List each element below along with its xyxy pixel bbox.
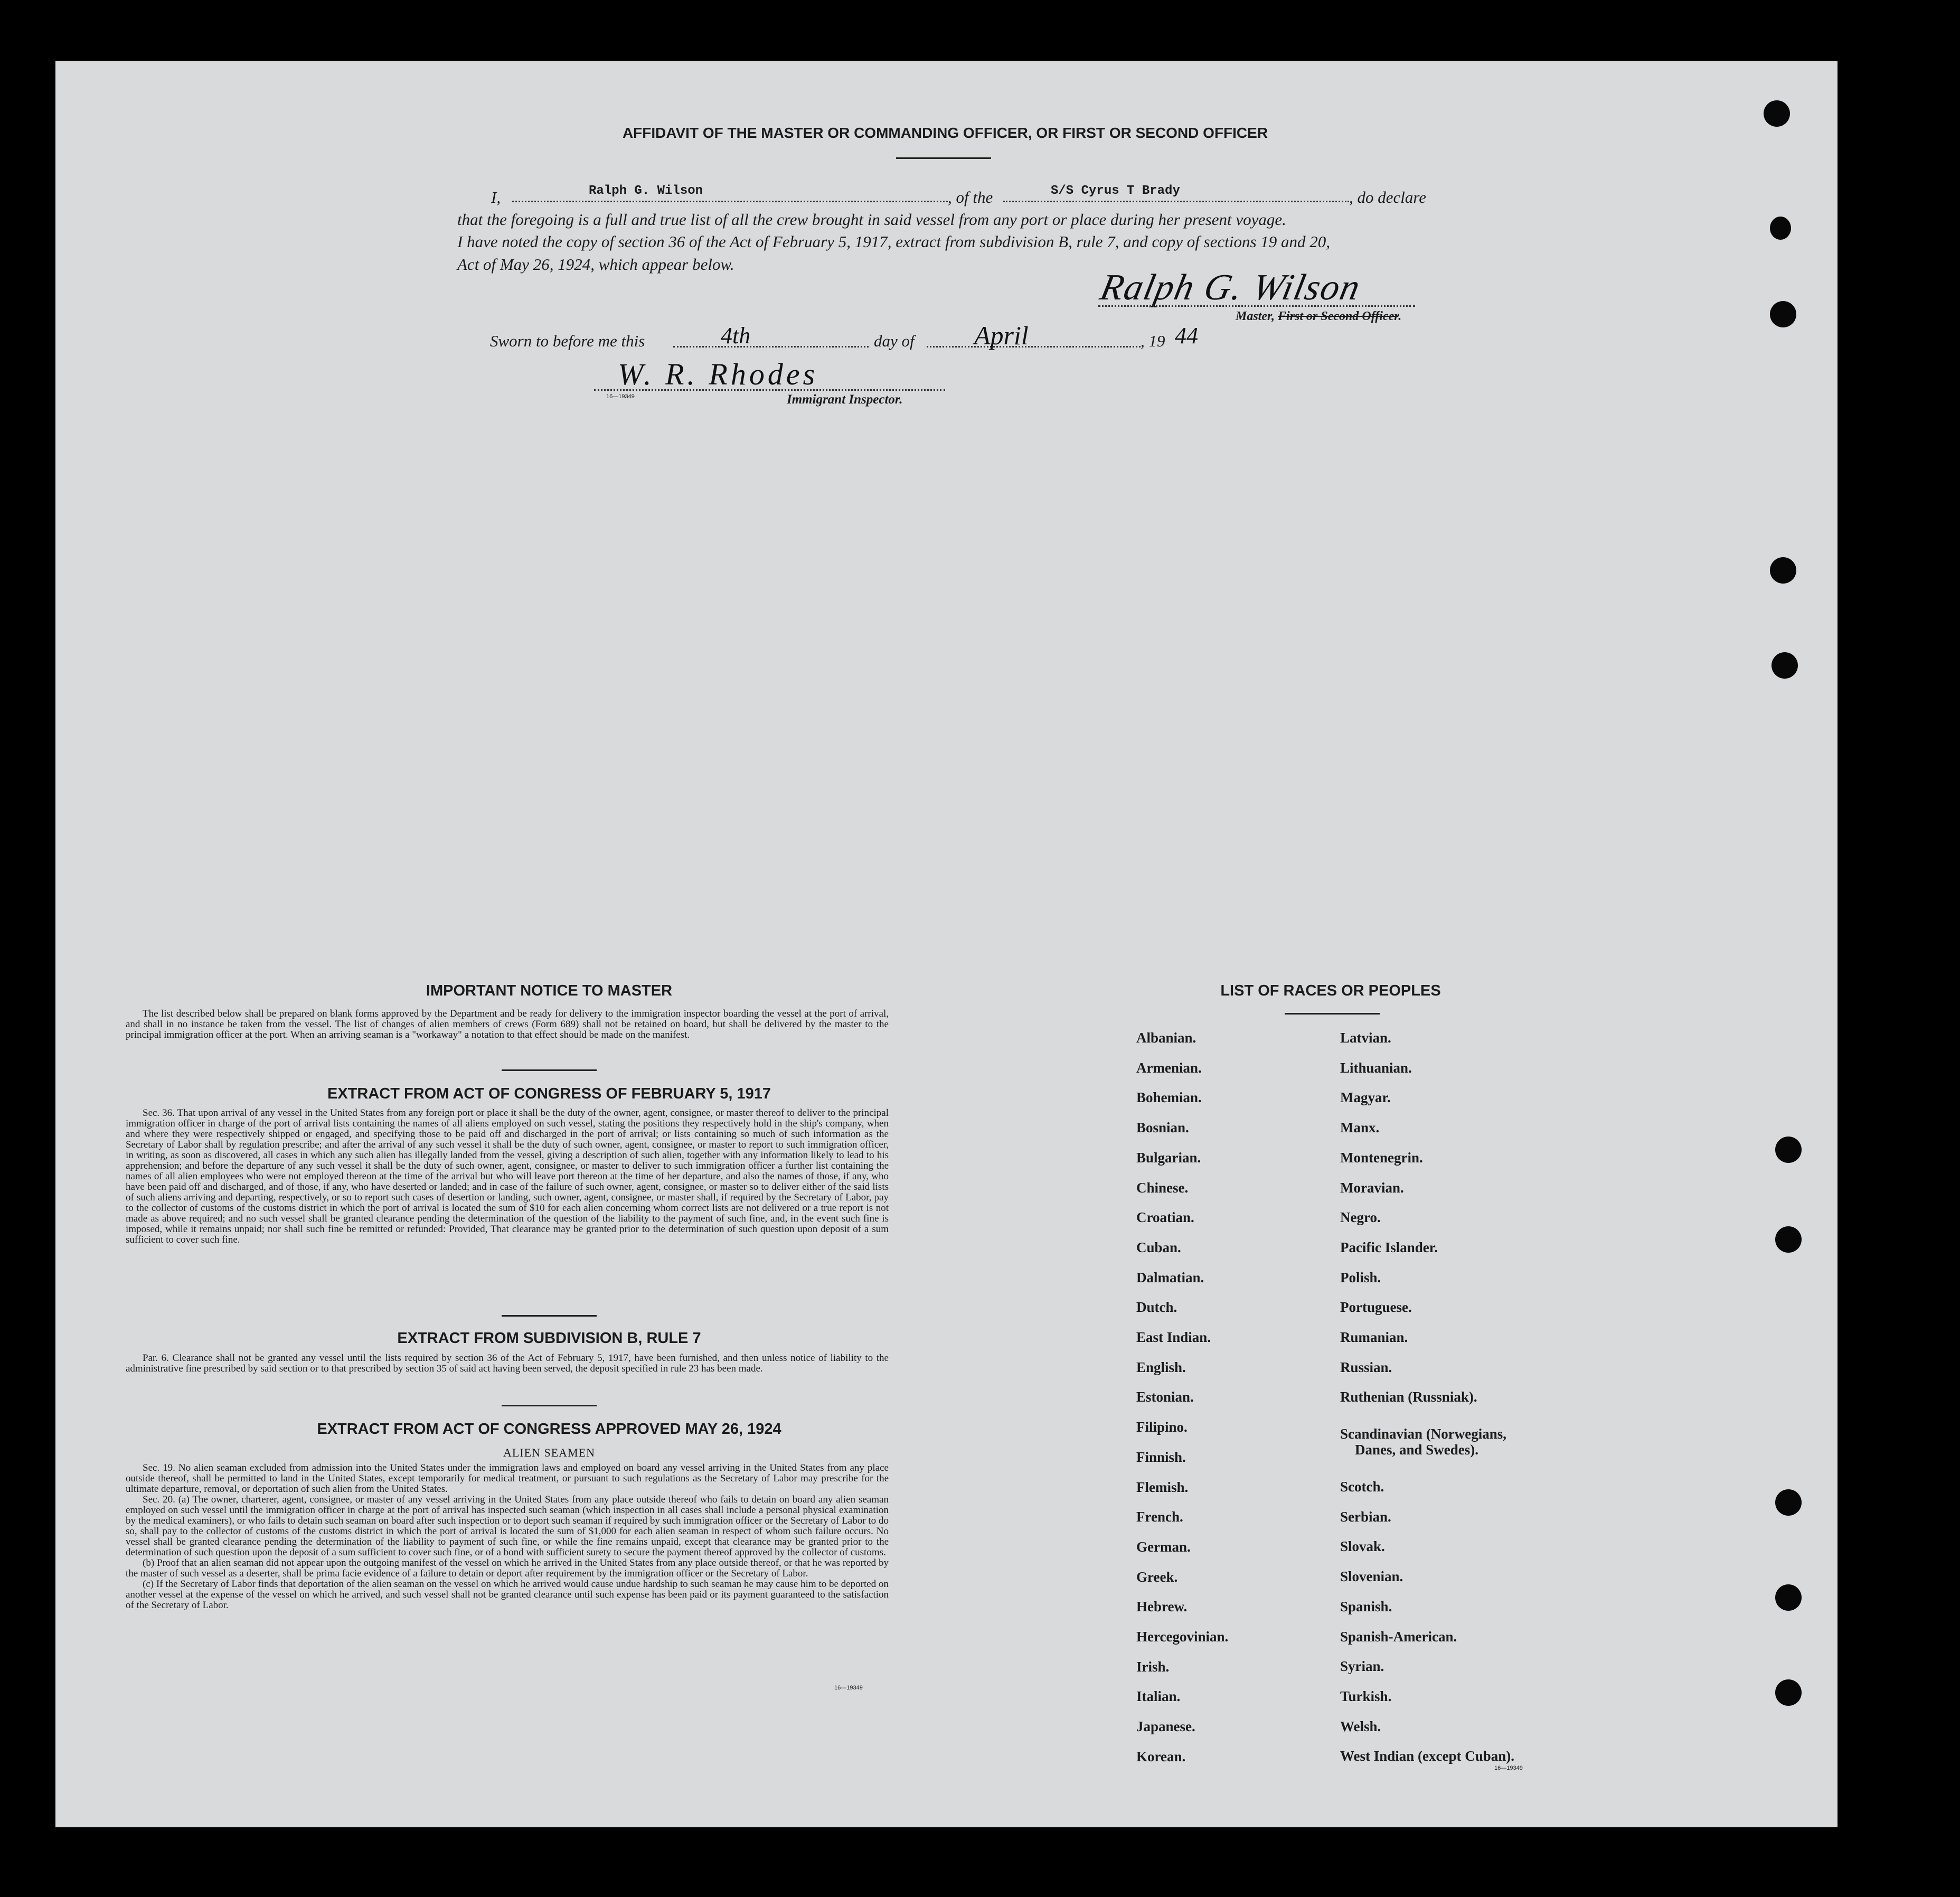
declaration-line-4: Act of May 26, 1924, which appear below. <box>457 255 734 274</box>
punch-hole <box>1771 652 1798 679</box>
punch-hole <box>1764 100 1790 127</box>
declaration-line-3: I have noted the copy of section 36 of the Act of February 5, 1917, extract from subdivision B, rule 7, and copy of sections 19 and 20, <box>457 232 1331 251</box>
vessel-name-line <box>1003 201 1349 202</box>
sworn-day-line <box>673 346 869 348</box>
officer-name-line <box>512 201 948 202</box>
races-form-number: 16—19349 <box>1494 1765 1523 1771</box>
signature-line <box>1098 305 1415 307</box>
race-item: Latvian. <box>1340 1030 1391 1046</box>
sec20b-text: (b) Proof that an alien seaman did not appear upon the outgoing manifest of the vessel on which he arrived in the United States from any place outside thereof, or that he was reported by the master of such vessel as a deserter, shall be prima facie evidence of a failure to detain or deport after requirement by the immigration officer or the Secretary of Labor. <box>126 1557 889 1579</box>
race-item: Hebrew. <box>1136 1599 1188 1615</box>
master-caption-struck: First or Second Officer <box>1278 309 1399 323</box>
extract-1924-subtitle: ALIEN SEAMEN <box>503 1446 595 1459</box>
race-item: Lithuanian. <box>1340 1059 1412 1076</box>
inspector-caption: Immigrant Inspector. <box>787 392 903 407</box>
race-item: English. <box>1136 1359 1186 1375</box>
race-item: Polish. <box>1340 1269 1381 1285</box>
vessel-name: S/S Cyrus T Brady <box>1051 184 1180 198</box>
race-item: West Indian (except Cuban). <box>1340 1748 1515 1764</box>
punch-hole <box>1770 557 1796 584</box>
race-item: Danes, and Swedes). <box>1355 1442 1479 1458</box>
race-item: Portuguese. <box>1340 1299 1412 1316</box>
race-item: Filipino. <box>1136 1419 1188 1435</box>
inspector-line <box>594 389 945 391</box>
race-item: Bulgarian. <box>1136 1149 1201 1166</box>
punch-hole <box>1775 1137 1802 1163</box>
declaration-i: I, <box>491 188 501 206</box>
master-caption <box>1236 309 1401 324</box>
race-item: Spanish. <box>1340 1598 1392 1614</box>
punch-hole <box>1770 301 1796 327</box>
race-item: Greek. <box>1136 1569 1178 1585</box>
race-item: Russian. <box>1340 1359 1392 1375</box>
rule7-text: Par. 6. Clearance shall not be granted any vessel until the lists required by section 36 of the Act of February 5, 1917, have been furnished, and then unless notice of liability to the administrative fine prescribed by said section or to that prescribed by section 35 of said act having been served, the deposit specified in rule 23 has been made. <box>126 1353 889 1374</box>
race-item: Scandinavian (Norwegians, <box>1340 1426 1507 1442</box>
race-item: Syrian. <box>1340 1658 1384 1675</box>
race-item: Moravian. <box>1340 1179 1404 1196</box>
race-item: Chinese. <box>1136 1179 1189 1196</box>
sworn-year-prefix: , 19 <box>1141 332 1165 350</box>
sworn-year: 44 <box>1175 323 1198 349</box>
notice-rule <box>502 1069 597 1071</box>
race-item: Bohemian. <box>1136 1090 1202 1106</box>
sworn-prefix: Sworn to before me this <box>490 332 645 350</box>
race-item: Manx. <box>1340 1120 1380 1136</box>
race-item: Flemish. <box>1136 1479 1189 1495</box>
race-item: Korean. <box>1136 1748 1186 1764</box>
declaration-of: , of the <box>948 188 993 206</box>
race-item: Pacific Islander. <box>1340 1239 1438 1255</box>
race-item: Ruthenian (Russniak). <box>1340 1389 1477 1405</box>
officer-name: Ralph G. Wilson <box>589 184 703 198</box>
race-item: Cuban. <box>1136 1239 1181 1255</box>
extract-1917-rule <box>502 1315 597 1317</box>
race-item: Serbian. <box>1340 1508 1391 1525</box>
extract-1917-title: EXTRACT FROM ACT OF CONGRESS OF FEBRUARY 5, 1917 <box>327 1085 771 1102</box>
race-item: Armenian. <box>1136 1059 1202 1076</box>
race-item: Dalmatian. <box>1136 1269 1204 1285</box>
race-item: Welsh. <box>1340 1718 1381 1734</box>
race-item: Estonian. <box>1136 1389 1194 1405</box>
extract-1924-body <box>126 1463 889 1611</box>
sec20c-text: (c) If the Secretary of Labor finds that deportation of the alien seaman on the vessel on which he arrived would cause undue hardship to such seaman he may cause him to be deported on another vessel at the expense of the vessel on which he arrived, and such vessel shall not be granted clearance until such expense has been paid or its payment guaranteed to the satisfaction of the Secretary of Labor. <box>126 1579 889 1611</box>
race-item: Rumanian. <box>1340 1329 1408 1345</box>
extract-form-number: 16—19349 <box>834 1685 863 1691</box>
extract-1917-text: Sec. 36. That upon arrival of any vessel in the United States from any foreign port or place it shall be the duty of the owner, agent, consignee, or master thereof to deliver to the principal immigration officer in charge of the port of arrival lists containing the names of all aliens employed on such vessel, stating the positions they respectively hold in the ship's company, when and where they were respectively shipped or engaged, and specifying those to be paid off and discharged in the port of arrival; or lists containing so much of such information as the Secretary of Labor shall by regulation prescribe; and after the arrival of any such vessel it shall be the duty of such owner, agent, consignee, or master to report to such immigration officer, in writing, as soon as discovered, all cases in which any such alien has illegally landed from the vessel, giving a description of such alien, together with any information likely to lead to his apprehension; and before the departure of any such vessel it shall be the duty of such owner, agent, consignee, or master to deliver to such immigration officer a further list containing the names of all alien employees who were not employed thereon at the time of the arrival but who will leave port thereon at the time of her departure, and also the names of those, if any, who have been paid off and discharged, and of those, if any, who have deserted or landed; and in case of the failure of such owner, agent, consignee, or master so to deliver either of the said lists of such aliens arriving and departing, respectively, or so to report such cases of desertion or landing, such owner, agent, consignee, or master shall, if required by the Secretary of Labor, pay to the collector of customs of the customs district in which the port of arrival is located the sum of $10 for each alien concerning whom correct lists are not delivered or a true report is not made as above required; and no such vessel shall be granted clearance pending the determination of the question of the liability to the payment of such fine, and, in the event such fine is imposed, while it remains unpaid; nor shall such fine be remitted or refunded: Provided, That clearance may be granted prior to the determination of such question upon deposit of a sum sufficient to cover such fine. <box>126 1107 889 1245</box>
affidavit-form-number: 16—19349 <box>606 393 635 400</box>
sworn-month: April <box>974 321 1029 350</box>
races-rule <box>1285 1013 1380 1015</box>
punch-hole <box>1775 1584 1802 1611</box>
race-item: Slovenian. <box>1340 1569 1403 1585</box>
master-caption-suffix: . <box>1398 309 1402 323</box>
race-item: Hercegovinian. <box>1136 1629 1229 1645</box>
race-item: Montenegrin. <box>1340 1149 1423 1166</box>
race-item: Albanian. <box>1136 1030 1196 1046</box>
sec19-text: Sec. 19. No alien seaman excluded from admission into the United States under the immigration laws and employed on board any vessel arriving in the United States from any place outside thereof, shall be permitted to land in the United States, except temporarily for medical treatment, or pursuant to such regulations as the Secretary of Labor may prescribe for the ultimate departure, removal, or deportation of such alien from the United States. <box>126 1462 889 1495</box>
sworn-day: 4th <box>721 323 751 349</box>
race-item: Croatian. <box>1136 1209 1194 1226</box>
master-signature: Ralph G. Wilson <box>1096 267 1365 308</box>
punch-hole <box>1775 1226 1802 1253</box>
races-title: LIST OF RACES OR PEOPLES <box>1220 982 1441 999</box>
race-item: East Indian. <box>1136 1329 1211 1345</box>
race-item: Scotch. <box>1340 1479 1384 1495</box>
declaration-end: , do declare <box>1349 188 1427 206</box>
extract-1924-title: EXTRACT FROM ACT OF CONGRESS APPROVED MAY 26, 1924 <box>317 1421 781 1438</box>
sworn-month-line <box>927 346 1141 348</box>
extract-1917-body <box>126 1108 889 1245</box>
master-caption-prefix: Master, <box>1236 309 1275 323</box>
race-item: Irish. <box>1136 1658 1170 1675</box>
sec20a-text: Sec. 20. (a) The owner, charterer, agent, consignee, or master of any vessel arriving in the United States from any place outside thereof who fails to detain on board any alien seaman employed on such vessel until the immigration officer in charge at the port of arrival has inspected such seaman (which inspection in all cases shall include a personal physical examination by the medical examiners), or who fails to detain such seaman on board after such inspection or to deport such seaman if required by such immigration officer or the Secretary of Labor to do so, shall pay to the collector of customs of the customs district in which the port of arrival is located the sum of $1,000 for each alien seaman in respect of whom such failure occurs. No vessel shall be granted clearance pending the determination of the liability to payment of such fine, or while the fine remains unpaid, except that clearance may be granted prior to the determination of such question upon the deposit of a sum sufficient to cover such fine, or of a bond with sufficient surety to secure the payment thereof approved by the collector of customs. <box>126 1494 889 1558</box>
race-item: Italian. <box>1136 1688 1181 1705</box>
race-item: German. <box>1136 1538 1191 1555</box>
punch-hole <box>1775 1489 1802 1516</box>
rule7-body <box>126 1353 889 1374</box>
sworn-day-of: day of <box>874 332 915 350</box>
notice-body <box>126 1009 889 1040</box>
race-item: Negro. <box>1340 1209 1381 1226</box>
inspector-signature: W. R. Rhodes <box>618 357 818 391</box>
race-item: Japanese. <box>1136 1718 1195 1735</box>
race-item: Slovak. <box>1340 1538 1385 1555</box>
rule7-rule <box>502 1405 597 1406</box>
notice-title: IMPORTANT NOTICE TO MASTER <box>426 982 673 999</box>
affidavit-title: AFFIDAVIT OF THE MASTER OR COMMANDING OFFICER, OR FIRST OR SECOND OFFICER <box>622 125 1268 141</box>
declaration-line-2: that the foregoing is a full and true list of all the crew brought in said vessel from any port or place during her present voyage. <box>457 210 1286 229</box>
punch-hole <box>1770 217 1791 240</box>
punch-hole <box>1775 1679 1802 1706</box>
race-item: Finnish. <box>1136 1449 1186 1465</box>
race-item: Dutch. <box>1136 1299 1177 1316</box>
notice-text: The list described below shall be prepared on blank forms approved by the Department and be ready for delivery to the immigration inspector boarding the vessel at the port of arrival, and shall in no instance be taken from the vessel. The list of changes of alien members of crews (Form 689) shall not be retained on board, but shall be delivered by the master to the principal immigration officer at the port. When an arriving seaman is a "workaway" a notation to that effect should be made on the manifest. <box>126 1008 889 1040</box>
race-item: Magyar. <box>1340 1090 1391 1106</box>
title-rule <box>896 157 991 159</box>
race-item: Bosnian. <box>1136 1120 1189 1136</box>
race-item: Spanish-American. <box>1340 1628 1457 1645</box>
rule7-title: EXTRACT FROM SUBDIVISION B, RULE 7 <box>397 1330 701 1347</box>
race-item: Turkish. <box>1340 1688 1392 1704</box>
race-item: French. <box>1136 1509 1183 1525</box>
